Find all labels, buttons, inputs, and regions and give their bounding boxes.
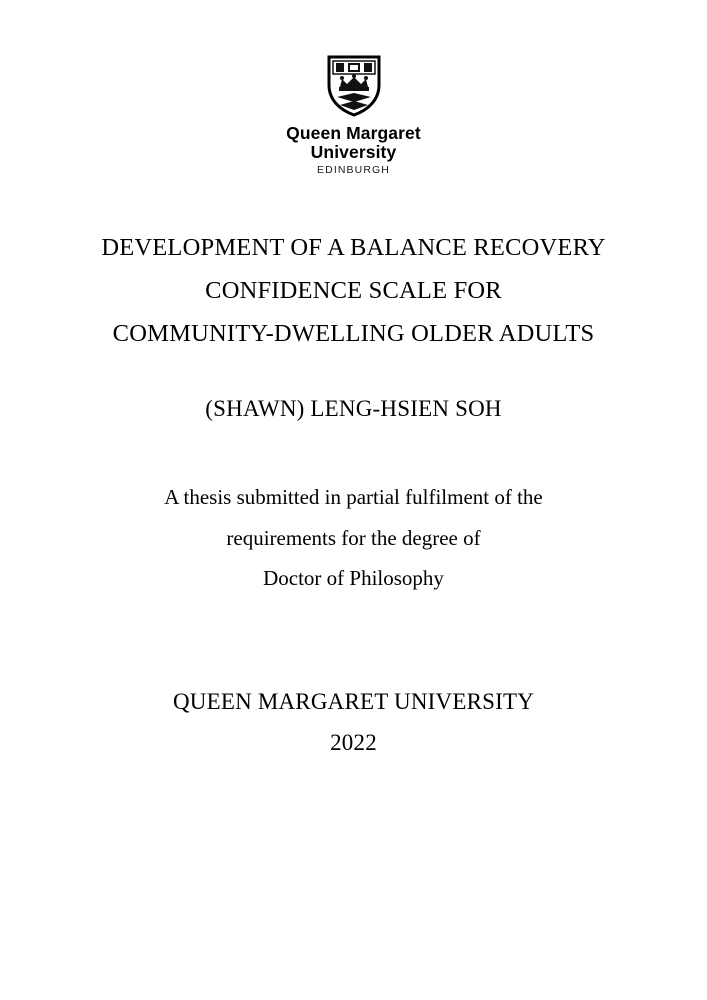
university-logo-name (286, 124, 421, 162)
page-title-line-2: CONFIDENCE SCALE FOR (205, 277, 502, 304)
university-crest-icon (326, 55, 382, 117)
university-logo-city: EDINBURGH (317, 164, 390, 176)
submission-statement (60, 477, 647, 599)
institution-block (60, 681, 647, 763)
page-title-line-1: DEVELOPMENT OF A BALANCE RECOVERY (101, 234, 606, 261)
submission-statement-line-3: Doctor of Philosophy (263, 566, 444, 590)
author-name: (SHAWN) LENG-HSIEN SOH (205, 396, 502, 421)
page-title-line-3: COMMUNITY-DWELLING OLDER ADULTS (112, 320, 595, 347)
submission-statement-line-1: A thesis submitted in partial fulfilment of the (164, 485, 543, 509)
institution-year: 2022 (330, 730, 377, 755)
university-logo-name-line-1: Queen Margaret (286, 123, 421, 143)
institution-name: QUEEN MARGARET UNIVERSITY (172, 689, 535, 714)
university-logo (0, 55, 707, 176)
page-title (60, 226, 647, 355)
university-logo-name-line-2: University (310, 142, 397, 162)
submission-statement-line-2: requirements for the degree of (226, 525, 481, 550)
